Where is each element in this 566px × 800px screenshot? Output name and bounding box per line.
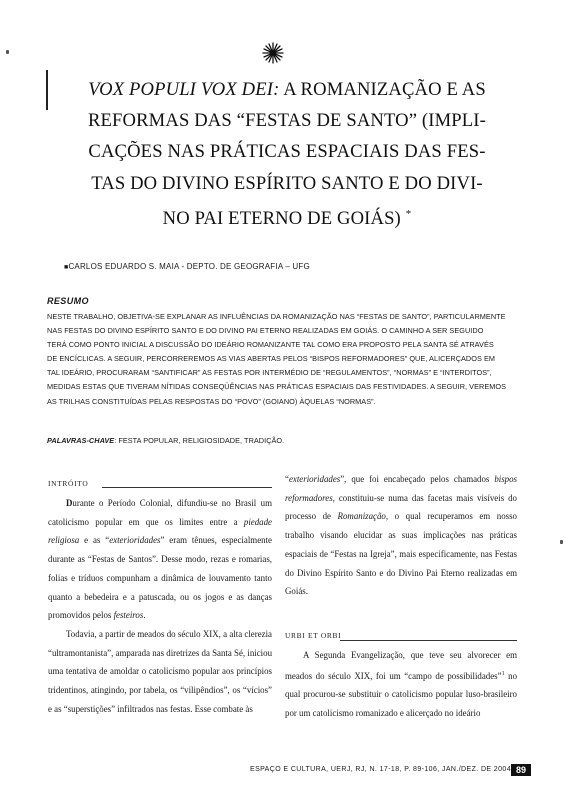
emphasis: exterioridades [109,535,161,546]
abstract-line: TAL IDEÁRIO, PROCURARAM “SANTIFICAR” AS FESTAS POR INTERMÉDIO DE “REGULAMENTOS”, “NORMAS” E “INTERDITOS”, [47,368,492,378]
drop-cap: D [66,498,73,508]
right-column-section-2 [285,646,517,723]
text-run: , constituiu-se numa das facetas mais visíveis do processo de [285,492,517,522]
urbi-paragraph-1 [285,646,517,723]
journal-footer: ESPAÇO E CULTURA, UERJ, RJ, N. 17-18, P. 89-106, JAN./DEZ. DE 2004 [250,766,511,773]
emphasis: piedade religiosa [48,516,272,546]
scan-speck [560,540,563,544]
text-run: “ [285,474,289,484]
section-title-introito: INTRÓITO [48,479,89,488]
abstract-heading: RESUMO [47,296,89,306]
abstract-line: TERÁ COMO PONTO INICIAL A DISCUSSÃO DO IDEÁRIO ROMANIZANTE TAL COMO ERA PROPOSTO PELA SANTA SÉ ATRAVÉS [47,340,494,350]
title-line-4: TAS DO DIVINO ESPÍRITO SANTO E DO DIVI- [91,172,483,194]
title-line-2: REFORMAS DAS “FESTAS DE SANTO” (IMPLI- [88,110,486,132]
right-column [285,470,517,601]
section-rule [340,640,517,641]
author-marker-icon: ■ [64,264,69,271]
title-rule [46,70,48,110]
text-run: urante o Período Colonial, difundiu-se no Brasil um catolicismo popular em que os limites entre a [48,498,272,527]
text-run: ” eram tênues, especialmente durante as “Festas de Santos”. Desse modo, rezas e romarias, folias e tríduos compunham a dinâmica de louvamento tanto quanto a bebedeira e a patuscada, ou os jogos e as danças promovidos pelos [48,535,272,621]
article-title [56,74,518,234]
author-line [64,262,310,271]
title-latin-phrase: VOX POPULI VOX DEI: [88,79,280,100]
scan-speck [6,50,9,54]
text-run: e as “ [79,535,110,546]
keywords-text: : FESTA POPULAR, RELIGIOSIDADE, TRADIÇÃO. [114,436,285,445]
page-number: 89 [511,764,531,776]
intro-paragraph-2: Todavia, a partir de meados do século XIX, a alta clerezia “ultramontanista”, amparada nas diretrizes da Santa Sé, iniciou uma tentativa de amoldar o catolicismo popular aos princípios tridentinos, atingindo, por tabela, os “vilipêndios”, os “vícios” e as “superstições” infiltrados nas festas. Esse combate às [48,628,273,714]
section-title-urbi-et-orbi: URBI ET ORBI [285,631,342,640]
footnote-ref: 1 [501,670,505,677]
emphasis: exterioridades [288,474,341,484]
keywords-line [47,436,284,445]
section-rule [102,487,272,488]
abstract-body [47,310,519,409]
title-line-5: NO PAI ETERNO DE GOIÁS) [162,208,401,229]
keywords-label: PALAVRAS-CHAVE [47,436,115,445]
text-run: no qual procurou-se substituir o catolicismo popular luso-brasileiro por um catolicismo romanizado e alicerçado no ideário [285,670,517,719]
abstract-line: MEDIDAS ESTAS QUE TIVERAM NÍTIDAS CONSEQÜÊNCIAS NAS PRÁTICAS ESPACIAIS DAS FESTIVIDADES. A SEGUIR, VEREMOS [47,382,507,392]
author-text: CARLOS EDUARDO S. MAIA - DEPTO. DE GEOGRAFIA – UFG [68,262,310,271]
left-column [48,494,272,718]
text-run: . [143,610,146,621]
emphasis: Romanização [337,511,386,522]
emphasis: festeiros [113,610,144,621]
abstract-line: AS TRILHAS CONSTITUÍDAS PELAS RESPOSTAS DO “POVO” (GOIANO) ÀQUELAS “NORMAS”. [47,396,376,406]
abstract-line: DE ENCÍCLICAS. A SEGUIR, PERCORREREMOS AS VIAS ABERTAS PELOS “BISPOS REFORMADORES” QUE, ALICERÇADOS EM [47,354,496,364]
abstract-line: NAS FESTAS DO DIVINO ESPÍRITO SANTO E DO DIVINO PAI ETERNO REALIZADAS EM GOIÁS. O CAMINHO A SER SEGUIDO [47,326,484,336]
intro-paragraph-continued [285,470,517,601]
intro-paragraph-1 [48,494,272,625]
abstract-line: NESTE TRABALHO, OBJETIVA-SE EXPLANAR AS INFLUÊNCIAS DA ROMANIZAÇÃO NAS “FESTAS DE SANTO”, PARTICULARMENTE [47,312,506,321]
asterisk-ornament-icon [262,42,284,64]
emphasis: bispos reformadores [285,474,517,503]
title-line-1: A ROMANIZAÇÃO E AS [279,79,486,100]
title-footnote-mark: * [405,207,412,220]
text-run: , o qual recuperamos em nosso trabalho visando elucidar as suas implicações nas práticas espaciais de “Festas na Igreja”, mais especificamente, nas Festas do Divino Espírito Santo e do Divino Pai Eterno realizadas em Goiás. [285,511,517,597]
title-line-3: CAÇÕES NAS PRÁTICAS ESPACIAIS DAS FES- [88,141,486,163]
text-run: ”, que foi encabeçado pelos chamados [340,474,495,484]
text-run: A Segunda Evangelização, que teve seu alvorecer em meados do século XIX, foi um “campo de possibilidades” [285,650,517,681]
